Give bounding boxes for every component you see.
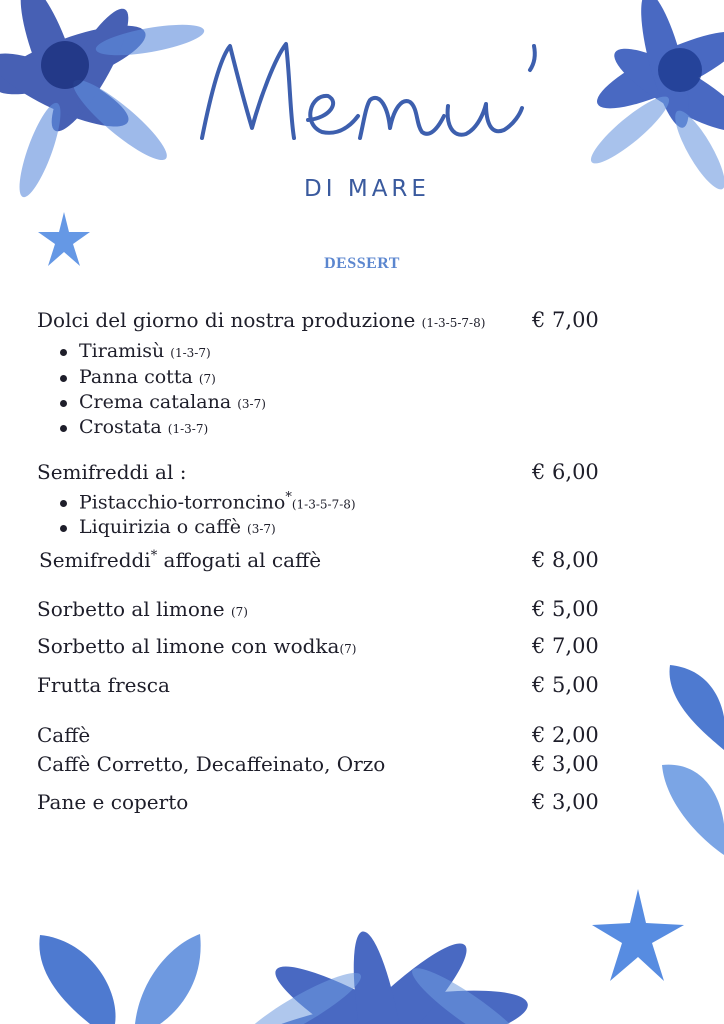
allergen-codes: (1-3-7) — [167, 422, 209, 436]
leaf-right-icon — [660, 660, 724, 860]
menu-item-dolci — [37, 308, 485, 332]
sub-label: Panna cotta — [79, 366, 199, 388]
item-label: Dolci del giorno di nostra produzione — [37, 308, 416, 332]
sub-label: Pistacchio-torroncino — [79, 491, 286, 514]
price: € 2,00 — [532, 723, 599, 747]
price: € 6,00 — [532, 460, 599, 484]
item-label-rest: affogati al caffè — [157, 548, 322, 572]
starfish-bottom-right-icon — [588, 885, 688, 985]
item-label: Caffè Corretto, Decaffeinato, Orzo — [37, 752, 386, 776]
menu-item-sorbetto-wodka — [37, 634, 356, 658]
asterisk: * — [150, 548, 158, 564]
allergen-codes: (3-7) — [247, 522, 276, 536]
price: € 7,00 — [532, 308, 599, 332]
menu-item-caffe — [37, 723, 90, 747]
price: € 8,00 — [532, 548, 599, 572]
price: € 3,00 — [532, 790, 599, 814]
sub-label: Crema catalana — [79, 391, 238, 413]
menu-item-semifreddi-affogati — [39, 548, 321, 572]
item-label: Sorbetto al limone — [37, 597, 231, 621]
section-heading: DESSERT — [324, 255, 400, 272]
bullet-icon — [60, 349, 67, 356]
list-item — [60, 490, 356, 513]
list-item — [60, 416, 208, 438]
menu-title-script — [190, 28, 550, 158]
price: € 3,00 — [532, 752, 599, 776]
item-label: Semifreddi al : — [37, 460, 187, 484]
price: € 5,00 — [532, 673, 599, 697]
bullet-icon — [60, 525, 67, 532]
allergen-codes: (1-3-5-7-8) — [291, 497, 356, 512]
subtitle: DI MARE — [304, 176, 430, 202]
bullet-icon — [60, 375, 67, 382]
sub-label: Liquirizia o caffè — [79, 516, 248, 538]
list-item — [60, 516, 276, 538]
list-item — [60, 340, 211, 362]
item-label: Frutta fresca — [37, 673, 170, 697]
asterisk: * — [285, 490, 292, 505]
flower-bottom-center-icon — [220, 920, 540, 1024]
price: € 5,00 — [532, 597, 599, 621]
item-label: Caffè — [37, 723, 91, 747]
menu-item-pane-coperto — [37, 790, 188, 814]
leaves-bottom-left-icon — [30, 930, 210, 1024]
menu-item-frutta — [37, 673, 170, 697]
allergen-codes: (7) — [198, 372, 216, 386]
bullet-icon — [60, 425, 67, 432]
menu-title — [190, 28, 550, 158]
menu-item-semifreddi — [37, 460, 186, 484]
price: € 7,00 — [532, 634, 599, 658]
list-item — [60, 366, 216, 388]
sub-label: Tiramisù — [79, 340, 171, 362]
bullet-icon — [60, 400, 67, 407]
sub-label: Crostata — [79, 416, 168, 438]
bullet-icon — [60, 500, 67, 507]
allergen-codes: (3-7) — [237, 397, 266, 411]
item-label: Pane e coperto — [37, 790, 189, 814]
flower-top-right-icon — [570, 0, 724, 200]
item-label: Semifreddi — [39, 548, 151, 572]
allergen-codes: (1-3-7) — [170, 346, 211, 360]
item-label: Sorbetto al limone con wodka — [37, 634, 340, 658]
allergen-codes: (7) — [230, 605, 248, 619]
allergen-codes: (1-3-5-7-8) — [421, 316, 486, 330]
list-item — [60, 391, 266, 413]
menu-item-sorbetto — [37, 597, 248, 621]
allergen-codes: (7) — [339, 642, 357, 656]
menu-item-caffe-corretto — [37, 752, 385, 776]
